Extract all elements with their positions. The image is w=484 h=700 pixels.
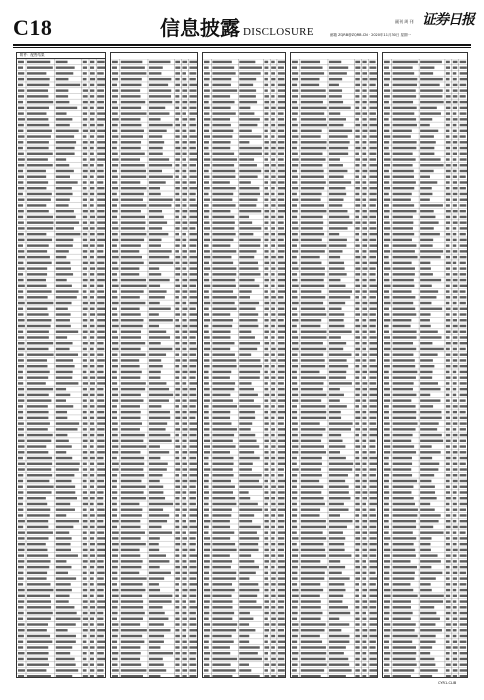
table-column-3 (202, 52, 286, 678)
header-rule-thin (13, 47, 471, 48)
section-title-cn: 信息披露 (160, 16, 240, 40)
newspaper-logo: 证券日报 (422, 12, 474, 28)
table-rows-graphic (17, 59, 106, 678)
header-small-text: 副刊 周 刊 (395, 19, 414, 24)
table-title: 附件：配售结果 (17, 53, 105, 59)
table-column-5 (382, 52, 468, 678)
table-column-1 (16, 52, 106, 678)
table-rows-graphic (291, 59, 378, 678)
header-meta-line: 邮箱 ZQRB@ZQRB.CN · 2020年11月30日 星期一 (330, 33, 412, 37)
table-rows-graphic (203, 59, 286, 678)
header-rule-thick (13, 44, 471, 46)
section-title-en: DISCLOSURE (243, 26, 314, 38)
table-rows-graphic (383, 59, 468, 678)
table-column-4 (290, 52, 378, 678)
table-rows-graphic (111, 59, 198, 678)
footer-note: CYR1-CLIB (438, 681, 457, 685)
masthead (0, 0, 484, 44)
page-number: C18 (13, 15, 53, 40)
table-column-2 (110, 52, 198, 678)
